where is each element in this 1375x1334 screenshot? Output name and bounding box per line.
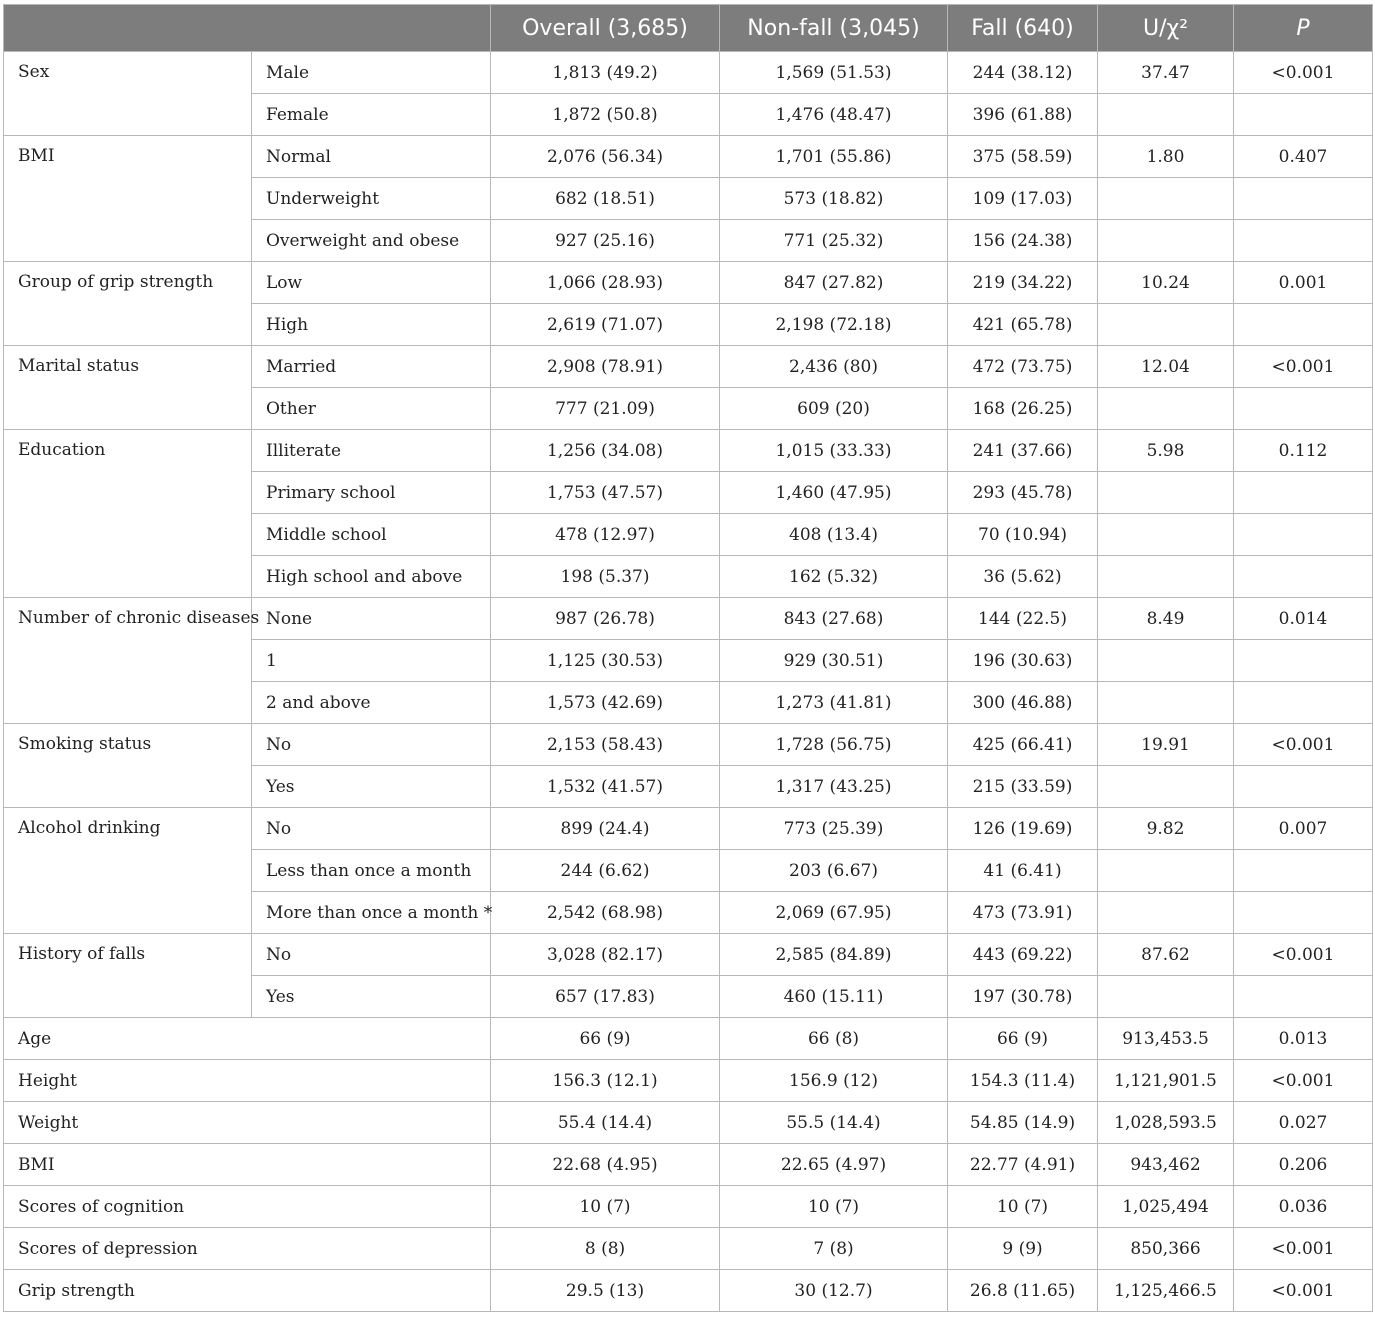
overall-cell: 3,028 (82.17) xyxy=(491,934,720,976)
stat-cell-empty xyxy=(1098,892,1234,934)
nonfall-cell: 609 (20) xyxy=(720,388,948,430)
fall-cell: 244 (38.12) xyxy=(948,52,1098,94)
level-label: 1 xyxy=(252,640,491,682)
table-row xyxy=(4,1144,1373,1186)
variable-label: BMI xyxy=(4,1144,491,1186)
level-label: High school and above xyxy=(252,556,491,598)
level-label: Normal xyxy=(252,136,491,178)
nonfall-cell: 22.65 (4.97) xyxy=(720,1144,948,1186)
overall-cell: 22.68 (4.95) xyxy=(491,1144,720,1186)
fall-cell: 168 (26.25) xyxy=(948,388,1098,430)
fall-cell: 197 (30.78) xyxy=(948,976,1098,1018)
overall-cell: 2,153 (58.43) xyxy=(491,724,720,766)
p-value-cell: 0.206 xyxy=(1234,1144,1373,1186)
p-value-cell: 0.014 xyxy=(1234,598,1373,640)
variable-label: Weight xyxy=(4,1102,491,1144)
level-label: None xyxy=(252,598,491,640)
header-stat: U/χ² xyxy=(1098,5,1234,52)
overall-cell: 777 (21.09) xyxy=(491,388,720,430)
stat-cell: 87.62 xyxy=(1098,934,1234,976)
level-label: Married xyxy=(252,346,491,388)
level-label: Primary school xyxy=(252,472,491,514)
category-label: Education xyxy=(4,430,252,598)
nonfall-cell: 1,273 (41.81) xyxy=(720,682,948,724)
p-value-cell: <0.001 xyxy=(1234,1060,1373,1102)
stat-cell: 8.49 xyxy=(1098,598,1234,640)
p-value-cell: 0.112 xyxy=(1234,430,1373,472)
stat-cell-empty xyxy=(1098,472,1234,514)
table-row xyxy=(4,598,1373,640)
overall-cell: 2,908 (78.91) xyxy=(491,346,720,388)
overall-cell: 156.3 (12.1) xyxy=(491,1060,720,1102)
nonfall-cell: 1,460 (47.95) xyxy=(720,472,948,514)
stat-cell: 913,453.5 xyxy=(1098,1018,1234,1060)
fall-cell: 70 (10.94) xyxy=(948,514,1098,556)
p-value-cell: <0.001 xyxy=(1234,934,1373,976)
level-label: Male xyxy=(252,52,491,94)
p-value-cell-empty xyxy=(1234,514,1373,556)
stat-cell: 943,462 xyxy=(1098,1144,1234,1186)
fall-cell: 219 (34.22) xyxy=(948,262,1098,304)
stat-cell-empty xyxy=(1098,178,1234,220)
fall-cell: 154.3 (11.4) xyxy=(948,1060,1098,1102)
nonfall-cell: 2,069 (67.95) xyxy=(720,892,948,934)
table-row xyxy=(4,262,1373,304)
overall-cell: 682 (18.51) xyxy=(491,178,720,220)
overall-cell: 55.4 (14.4) xyxy=(491,1102,720,1144)
overall-cell: 899 (24.4) xyxy=(491,808,720,850)
level-label: Illiterate xyxy=(252,430,491,472)
nonfall-cell: 2,436 (80) xyxy=(720,346,948,388)
overall-cell: 987 (26.78) xyxy=(491,598,720,640)
variable-label: Scores of depression xyxy=(4,1228,491,1270)
overall-cell: 8 (8) xyxy=(491,1228,720,1270)
nonfall-cell: 1,728 (56.75) xyxy=(720,724,948,766)
stat-cell: 5.98 xyxy=(1098,430,1234,472)
nonfall-cell: 1,569 (51.53) xyxy=(720,52,948,94)
nonfall-cell: 203 (6.67) xyxy=(720,850,948,892)
stat-cell: 850,366 xyxy=(1098,1228,1234,1270)
overall-cell: 1,872 (50.8) xyxy=(491,94,720,136)
category-label: Sex xyxy=(4,52,252,136)
table-row xyxy=(4,136,1373,178)
overall-cell: 2,619 (71.07) xyxy=(491,304,720,346)
fall-cell: 300 (46.88) xyxy=(948,682,1098,724)
variable-label: Height xyxy=(4,1060,491,1102)
fall-cell: 425 (66.41) xyxy=(948,724,1098,766)
nonfall-cell: 408 (13.4) xyxy=(720,514,948,556)
fall-cell: 9 (9) xyxy=(948,1228,1098,1270)
table-row xyxy=(4,808,1373,850)
nonfall-cell: 847 (27.82) xyxy=(720,262,948,304)
level-label: High xyxy=(252,304,491,346)
p-value-cell-empty xyxy=(1234,640,1373,682)
p-value-cell-empty xyxy=(1234,178,1373,220)
stat-cell: 1,121,901.5 xyxy=(1098,1060,1234,1102)
nonfall-cell: 7 (8) xyxy=(720,1228,948,1270)
p-value-cell: 0.001 xyxy=(1234,262,1373,304)
table-row xyxy=(4,430,1373,472)
variable-label: Age xyxy=(4,1018,491,1060)
nonfall-cell: 30 (12.7) xyxy=(720,1270,948,1312)
level-label: No xyxy=(252,724,491,766)
level-label: Middle school xyxy=(252,514,491,556)
p-value-cell: <0.001 xyxy=(1234,724,1373,766)
overall-cell: 198 (5.37) xyxy=(491,556,720,598)
p-value-cell: 0.036 xyxy=(1234,1186,1373,1228)
fall-cell: 375 (58.59) xyxy=(948,136,1098,178)
nonfall-cell: 2,585 (84.89) xyxy=(720,934,948,976)
table-row xyxy=(4,1228,1373,1270)
table-row xyxy=(4,1270,1373,1312)
table-row xyxy=(4,1060,1373,1102)
level-label: Female xyxy=(252,94,491,136)
fall-cell: 396 (61.88) xyxy=(948,94,1098,136)
fall-cell: 293 (45.78) xyxy=(948,472,1098,514)
overall-cell: 1,573 (42.69) xyxy=(491,682,720,724)
stat-cell-empty xyxy=(1098,850,1234,892)
overall-cell: 657 (17.83) xyxy=(491,976,720,1018)
nonfall-cell: 929 (30.51) xyxy=(720,640,948,682)
fall-cell: 241 (37.66) xyxy=(948,430,1098,472)
stat-cell: 19.91 xyxy=(1098,724,1234,766)
level-label: No xyxy=(252,808,491,850)
level-label: 2 and above xyxy=(252,682,491,724)
table-header xyxy=(4,5,1373,52)
header-fall: Fall (640) xyxy=(948,5,1098,52)
fall-cell: 421 (65.78) xyxy=(948,304,1098,346)
fall-cell: 443 (69.22) xyxy=(948,934,1098,976)
nonfall-cell: 1,015 (33.33) xyxy=(720,430,948,472)
fall-cell: 472 (73.75) xyxy=(948,346,1098,388)
table-body xyxy=(4,52,1373,1312)
characteristics-table xyxy=(3,4,1373,1312)
category-label: Marital status xyxy=(4,346,252,430)
category-label: Group of grip strength xyxy=(4,262,252,346)
stat-cell: 12.04 xyxy=(1098,346,1234,388)
variable-label: Scores of cognition xyxy=(4,1186,491,1228)
stat-cell: 1,125,466.5 xyxy=(1098,1270,1234,1312)
overall-cell: 1,813 (49.2) xyxy=(491,52,720,94)
nonfall-cell: 2,198 (72.18) xyxy=(720,304,948,346)
level-label: Overweight and obese xyxy=(252,220,491,262)
fall-cell: 215 (33.59) xyxy=(948,766,1098,808)
level-label: Less than once a month xyxy=(252,850,491,892)
fall-cell: 196 (30.63) xyxy=(948,640,1098,682)
table-row xyxy=(4,346,1373,388)
nonfall-cell: 773 (25.39) xyxy=(720,808,948,850)
stat-cell-empty xyxy=(1098,388,1234,430)
nonfall-cell: 1,476 (48.47) xyxy=(720,94,948,136)
level-label: Yes xyxy=(252,976,491,1018)
table-row xyxy=(4,52,1373,94)
nonfall-cell: 1,317 (43.25) xyxy=(720,766,948,808)
nonfall-cell: 1,701 (55.86) xyxy=(720,136,948,178)
fall-cell: 54.85 (14.9) xyxy=(948,1102,1098,1144)
table-row xyxy=(4,1018,1373,1060)
stat-cell: 10.24 xyxy=(1098,262,1234,304)
nonfall-cell: 66 (8) xyxy=(720,1018,948,1060)
header-overall: Overall (3,685) xyxy=(491,5,720,52)
header-row xyxy=(4,5,1373,52)
p-value-cell-empty xyxy=(1234,472,1373,514)
fall-cell: 66 (9) xyxy=(948,1018,1098,1060)
stat-cell-empty xyxy=(1098,220,1234,262)
category-label: History of falls xyxy=(4,934,252,1018)
category-label: Number of chronic diseases xyxy=(4,598,252,724)
stat-cell-empty xyxy=(1098,976,1234,1018)
p-value-cell: <0.001 xyxy=(1234,346,1373,388)
table-row xyxy=(4,1102,1373,1144)
stat-cell: 1,025,494 xyxy=(1098,1186,1234,1228)
category-label: BMI xyxy=(4,136,252,262)
nonfall-cell: 10 (7) xyxy=(720,1186,948,1228)
nonfall-cell: 771 (25.32) xyxy=(720,220,948,262)
p-value-cell-empty xyxy=(1234,976,1373,1018)
p-value-cell: <0.001 xyxy=(1234,1270,1373,1312)
level-label: No xyxy=(252,934,491,976)
p-value-cell: 0.013 xyxy=(1234,1018,1373,1060)
level-label: Low xyxy=(252,262,491,304)
p-value-cell-empty xyxy=(1234,850,1373,892)
level-label: Underweight xyxy=(252,178,491,220)
overall-cell: 10 (7) xyxy=(491,1186,720,1228)
nonfall-cell: 55.5 (14.4) xyxy=(720,1102,948,1144)
p-value-cell: 0.007 xyxy=(1234,808,1373,850)
table-row xyxy=(4,1186,1373,1228)
p-value-cell-empty xyxy=(1234,556,1373,598)
category-label: Smoking status xyxy=(4,724,252,808)
stat-cell: 37.47 xyxy=(1098,52,1234,94)
overall-cell: 244 (6.62) xyxy=(491,850,720,892)
stat-cell-empty xyxy=(1098,94,1234,136)
fall-cell: 109 (17.03) xyxy=(948,178,1098,220)
overall-cell: 1,532 (41.57) xyxy=(491,766,720,808)
p-value-cell-empty xyxy=(1234,94,1373,136)
table-row xyxy=(4,724,1373,766)
p-value-cell-empty xyxy=(1234,682,1373,724)
fall-cell: 144 (22.5) xyxy=(948,598,1098,640)
p-value-cell: <0.001 xyxy=(1234,1228,1373,1270)
variable-label: Grip strength xyxy=(4,1270,491,1312)
stat-cell: 9.82 xyxy=(1098,808,1234,850)
stat-cell: 1,028,593.5 xyxy=(1098,1102,1234,1144)
overall-cell: 1,066 (28.93) xyxy=(491,262,720,304)
nonfall-cell: 843 (27.68) xyxy=(720,598,948,640)
p-value-cell-empty xyxy=(1234,304,1373,346)
p-value-cell: 0.407 xyxy=(1234,136,1373,178)
fall-cell: 26.8 (11.65) xyxy=(948,1270,1098,1312)
fall-cell: 36 (5.62) xyxy=(948,556,1098,598)
stat-cell-empty xyxy=(1098,556,1234,598)
overall-cell: 1,753 (47.57) xyxy=(491,472,720,514)
level-label: More than once a month * xyxy=(252,892,491,934)
overall-cell: 927 (25.16) xyxy=(491,220,720,262)
nonfall-cell: 162 (5.32) xyxy=(720,556,948,598)
nonfall-cell: 156.9 (12) xyxy=(720,1060,948,1102)
overall-cell: 2,076 (56.34) xyxy=(491,136,720,178)
stat-cell-empty xyxy=(1098,640,1234,682)
header-blank xyxy=(4,5,491,52)
overall-cell: 2,542 (68.98) xyxy=(491,892,720,934)
nonfall-cell: 573 (18.82) xyxy=(720,178,948,220)
p-value-cell-empty xyxy=(1234,388,1373,430)
level-label: Yes xyxy=(252,766,491,808)
header-p: P xyxy=(1234,5,1373,52)
overall-cell: 29.5 (13) xyxy=(491,1270,720,1312)
stat-cell-empty xyxy=(1098,682,1234,724)
stat-cell-empty xyxy=(1098,766,1234,808)
overall-cell: 1,256 (34.08) xyxy=(491,430,720,472)
stat-cell-empty xyxy=(1098,304,1234,346)
table-row xyxy=(4,934,1373,976)
fall-cell: 126 (19.69) xyxy=(948,808,1098,850)
stat-cell: 1.80 xyxy=(1098,136,1234,178)
p-value-cell-empty xyxy=(1234,892,1373,934)
header-nonfall: Non-fall (3,045) xyxy=(720,5,948,52)
p-value-cell: <0.001 xyxy=(1234,52,1373,94)
category-label: Alcohol drinking xyxy=(4,808,252,934)
p-value-cell-empty xyxy=(1234,766,1373,808)
p-value-cell-empty xyxy=(1234,220,1373,262)
p-value-cell: 0.027 xyxy=(1234,1102,1373,1144)
overall-cell: 66 (9) xyxy=(491,1018,720,1060)
overall-cell: 478 (12.97) xyxy=(491,514,720,556)
fall-cell: 473 (73.91) xyxy=(948,892,1098,934)
fall-cell: 10 (7) xyxy=(948,1186,1098,1228)
fall-cell: 22.77 (4.91) xyxy=(948,1144,1098,1186)
fall-cell: 41 (6.41) xyxy=(948,850,1098,892)
stat-cell-empty xyxy=(1098,514,1234,556)
overall-cell: 1,125 (30.53) xyxy=(491,640,720,682)
nonfall-cell: 460 (15.11) xyxy=(720,976,948,1018)
fall-cell: 156 (24.38) xyxy=(948,220,1098,262)
level-label: Other xyxy=(252,388,491,430)
